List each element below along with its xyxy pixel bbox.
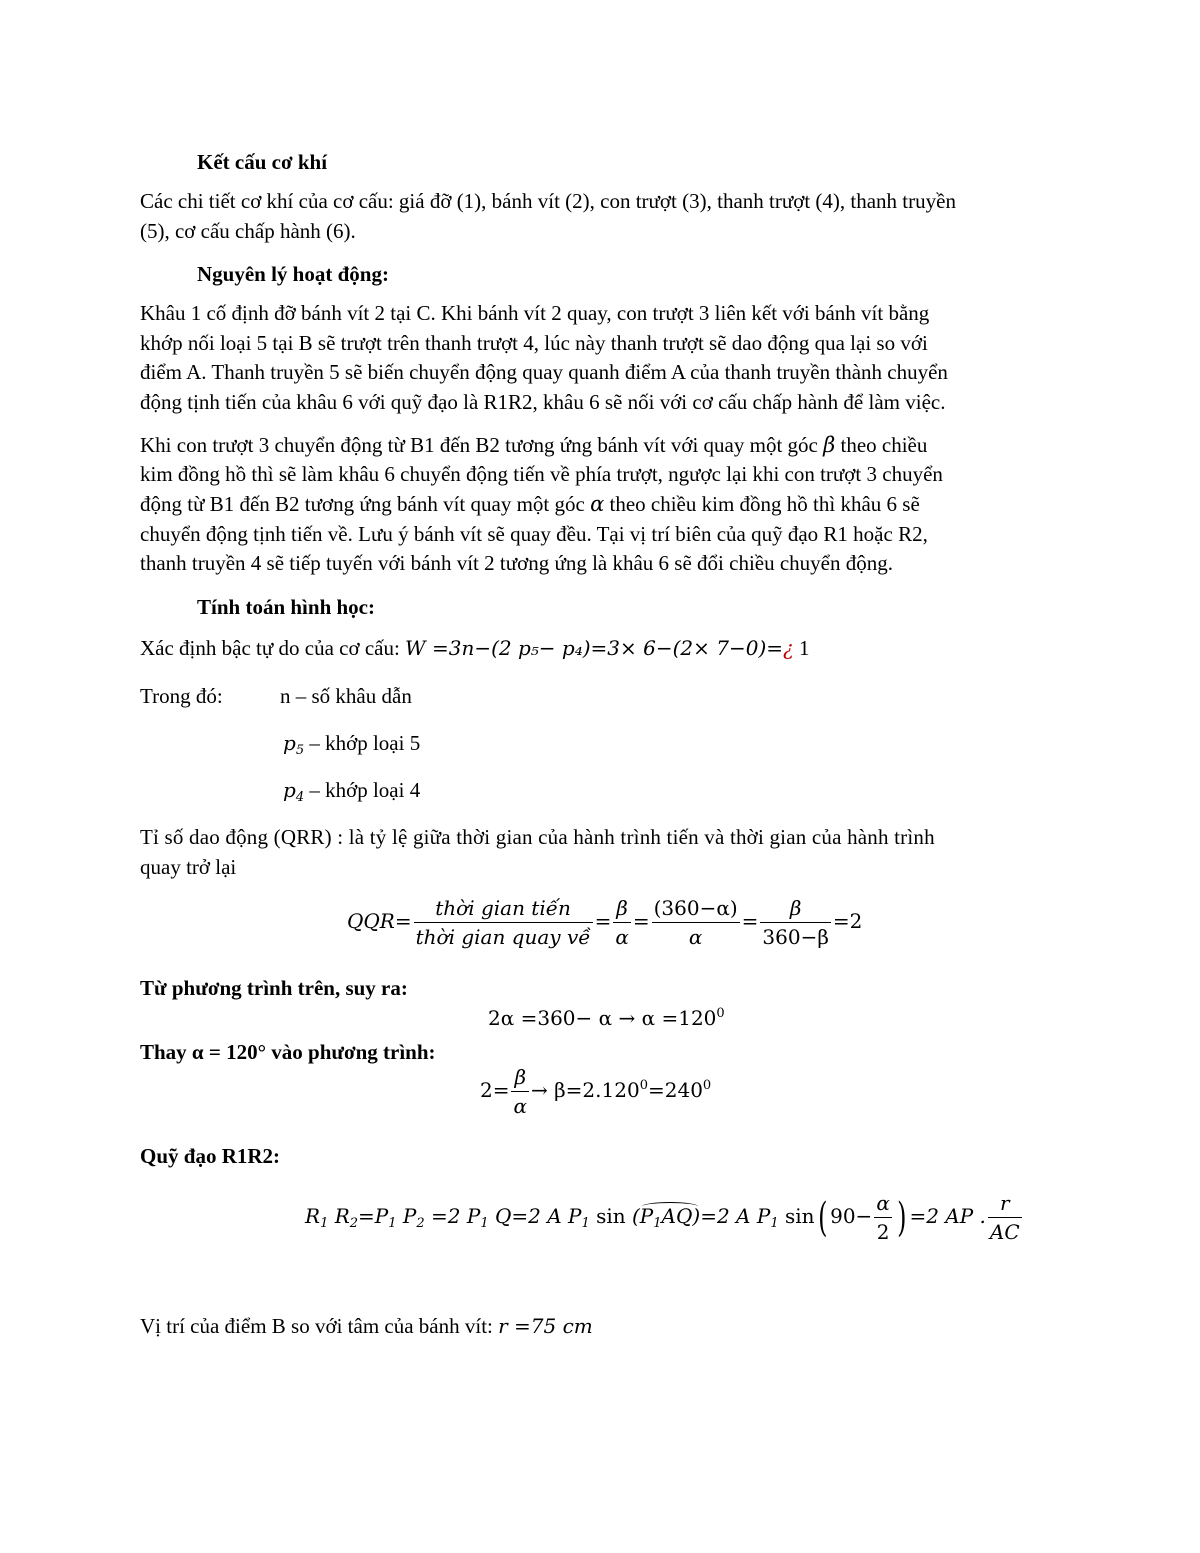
- fraction-alpha-2: [874, 1190, 892, 1245]
- beta-equation: [480, 1064, 711, 1119]
- alpha-symbol: α: [688, 925, 703, 949]
- dof-label: Xác định bậc tự do của cơ cấu:: [140, 636, 400, 660]
- text-run: Khi con trượt 3 chuyển động từ B1 đến B2 tương ứng bánh vít với quay một góc: [140, 433, 818, 457]
- alpha-symbol: α: [874, 1190, 892, 1218]
- section-title-thay: Thay α = 120° vào phương trình:: [140, 1040, 436, 1064]
- def-p5: [283, 728, 683, 766]
- degree-mark: 0: [702, 1078, 712, 1093]
- qqr-result: =2: [832, 909, 863, 933]
- ac-symbol: AC: [989, 1220, 1020, 1244]
- left-paren: (: [817, 1194, 827, 1241]
- paragraph-line: Các chi tiết cơ khí của cơ cấu: giá đỡ (1), bánh vít (2), con trượt (3), thanh trượt (4), thanh truyền: [140, 189, 956, 213]
- p4-symbol: $p_4$: [283, 778, 305, 805]
- dof-glyph: ¿: [783, 636, 794, 660]
- beta-symbol: β: [613, 895, 631, 923]
- alpha-equation: [488, 1006, 725, 1030]
- r1r2-equation: $R_1$ $R_2=P_1$ $P_2 =2$ $P_1$ Q=2 A $P_1$ $\sin (P_1AQ)=2$ A $P_1$ sin( 90− $\frac{\alpha}{2}$ ) =2 AP . $\frac{r}{AC}$: [305, 1191, 1020, 1244]
- qqr-num: thời gian tiến: [414, 895, 593, 923]
- p5-symbol: $p_5$: [283, 731, 305, 758]
- vi-tri-line: [140, 1311, 1070, 1341]
- paragraph-line: [140, 489, 1070, 519]
- section-title-suy-ra: Từ phương trình trên, suy ra:: [140, 976, 408, 1000]
- alpha-symbol: α: [615, 925, 629, 949]
- text-run: theo chiều: [840, 433, 928, 457]
- fraction-beta-alpha: [511, 1064, 529, 1119]
- vi-tri-value: r =75 cm: [498, 1314, 593, 1338]
- num-two: 2: [876, 1220, 890, 1244]
- section-title-ket-cau: Kết cấu cơ khí: [197, 150, 328, 174]
- arc-p1aq: $(P_1AQ)$: [632, 1204, 701, 1231]
- paragraph-line: quay trở lại: [140, 855, 237, 879]
- beta-eq-lhs: 2=: [480, 1078, 510, 1102]
- section-title-nguyen-ly: Nguyên lý hoạt động:: [197, 262, 389, 286]
- qqr-den: thời gian quay về: [415, 925, 591, 949]
- paragraph-line: điểm A. Thanh truyền 5 sẽ biến chuyển động quay quanh điểm A của thanh truyền thành chuyển: [140, 360, 948, 384]
- fraction-beta-alpha: [613, 895, 631, 950]
- dof-formula: W =3n−(2 p₅− p₄)=3× 6−(2× 7−0)=: [405, 636, 784, 660]
- alpha-symbol: α: [513, 1094, 527, 1118]
- beta-symbol: β: [511, 1064, 529, 1092]
- paragraph-line: (5), cơ cấu chấp hành (6).: [140, 219, 356, 243]
- r1r2-lhs: $R_1$ $R_2=P_1$ $P_2 =2$ $P_1$ Q=2 A $P_1$: [305, 1204, 590, 1231]
- beta-eq-rhs: → β=2.120: [531, 1078, 640, 1102]
- qqr-fraction-time: [414, 895, 593, 950]
- degree-mark: 0: [716, 1006, 725, 1021]
- beta-eq-tail: =240: [647, 1078, 703, 1102]
- paragraph-line: Khâu 1 cố định đỡ bánh vít 2 tại C. Khi bánh vít 2 quay, con trượt 3 liên kết với bánh vít bằng: [140, 301, 930, 325]
- def-p4-text: – khớp loại 4: [309, 778, 421, 802]
- paragraph-line: Tỉ số dao động (QRR) : là tỷ lệ giữa thời gian của hành trình tiến và thời gian của hành trình: [140, 825, 935, 849]
- trong-do-label: Trong đó:: [140, 684, 223, 708]
- paragraph-line: động tịnh tiến của khâu 6 với quỹ đạo là R1R2, khâu 6 sẽ nối với cơ cấu chấp hành để làm việc.: [140, 390, 946, 414]
- def-n: n – số khâu dẫn: [280, 684, 412, 708]
- def-p4: [283, 775, 683, 813]
- paragraph-line: kim đồng hồ thì sẽ làm khâu 6 chuyển động tiến về phía trượt, ngược lại khi con trượt 3 chuyển: [140, 462, 943, 486]
- right-paren: ): [896, 1194, 907, 1241]
- beta-symbol: β: [760, 895, 831, 923]
- paragraph-line: chuyển động tịnh tiến về. Lưu ý bánh vít sẽ quay đều. Tại vị trí biên của quỹ đạo R1 hoặc R2,: [140, 522, 928, 546]
- fraction-r-ac: [988, 1190, 1022, 1245]
- degree-mark: 0: [639, 1078, 648, 1093]
- paragraph-line: thanh truyền 4 sẽ tiếp tuyến với bánh vít 2 tương ứng là khâu 6 sẽ đổi chiều chuyển động.: [140, 551, 893, 575]
- num-360-alpha: (360−α): [652, 895, 740, 923]
- text-run: động từ B1 đến B2 tương ứng bánh vít quay một góc: [140, 492, 585, 516]
- vi-tri-label: Vị trí của điểm B so với tâm của bánh vít:: [140, 1314, 493, 1338]
- r1r2-part: =2 AP .: [909, 1204, 986, 1228]
- beta-symbol: β: [823, 433, 836, 457]
- text-run: theo chiều kim đồng hồ thì khâu 6 sẽ: [609, 492, 920, 516]
- alpha-eq-text: 2α =360− α → α =120: [488, 1006, 717, 1030]
- den-360-beta: 360−β: [762, 925, 829, 949]
- paragraph-line: [140, 430, 1070, 460]
- qqr-lhs: QQR=: [347, 909, 412, 933]
- section-title-quy-dao: Quỹ đạo R1R2:: [140, 1144, 281, 1168]
- section-title-tinh-toan: Tính toán hình học:: [197, 595, 375, 619]
- def-p5-text: – khớp loại 5: [309, 731, 421, 755]
- qqr-equation: QQR= $\frac{\text{thời gian tiến}}{\text{thời gian quay về}}$ = $\frac{\beta}{\alpha}$ = $\frac{(360-\alpha)}{\alpha}$ = $\frac{\beta}{360-\beta}$ =2: [347, 896, 863, 949]
- fraction-beta-360: [760, 895, 831, 950]
- dof-result: 1: [793, 636, 810, 660]
- fraction-360-alpha: [652, 895, 740, 950]
- alpha-symbol: α: [590, 492, 605, 516]
- r-symbol: r: [988, 1190, 1022, 1218]
- dof-line: [140, 633, 1070, 663]
- paragraph-line: khớp nối loại 5 tại B sẽ trượt trên thanh trượt 4, lúc này thanh trượt sẽ dao động qua lại so với: [140, 331, 928, 355]
